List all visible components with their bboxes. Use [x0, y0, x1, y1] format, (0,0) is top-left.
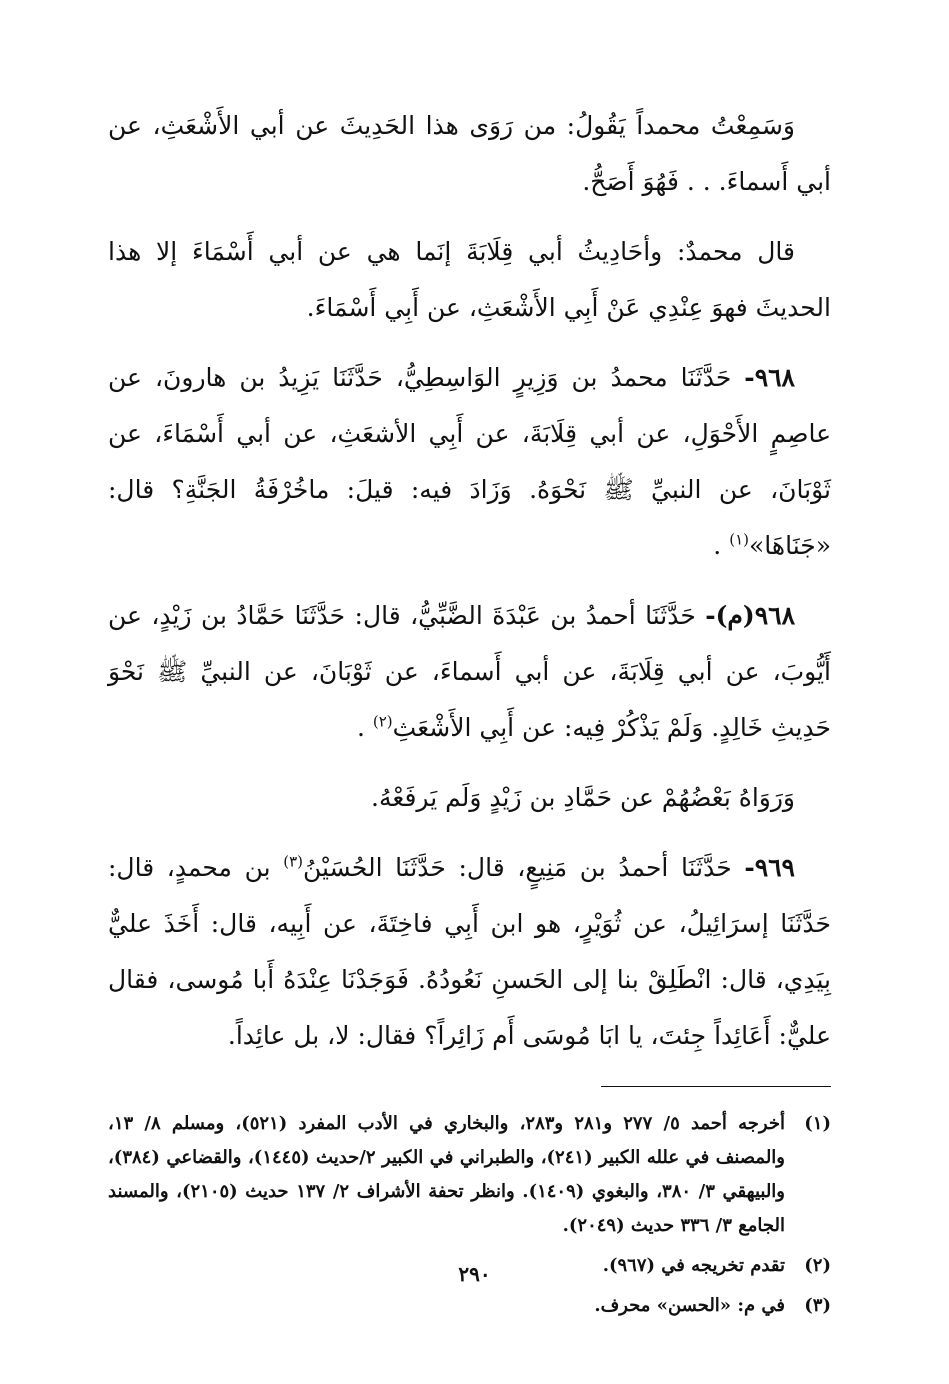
hadith-number: ٩٦٨- [744, 363, 795, 392]
footnote-text: في م: «الحسن» محرف. [594, 1295, 785, 1316]
hadith-text: حَدَّثَنَا محمدُ بن وَزِيرٍ الوَاسِطِيُّ، حَدَّثَنَا يَزِيدُ بن هارونَ، عن عاصِمٍ الأَحْوَلِ، عن أبي قِلَابَةَ، عن أَبِي الأشعَثِ، عن أبي أَسْمَاءَ، عن ثَوْبَانَ، عن النبيِّ ﷺ نَحْوَهُ. وَزَادَ فيه: قيلَ: ماخُرْفَةُ الجَنَّةِ؟ قال: «جَنَاهَا» [108, 363, 831, 560]
paragraph-narration-2 [108, 224, 831, 336]
main-text [108, 98, 831, 1064]
paragraph-text: وَرَوَاهُ بَعْضُهُمْ عن حَمَّادِ بن زَيْدٍ وَلَم يَرفَعْهُ. [371, 783, 795, 812]
hadith-text: حَدَّثَنَا أحمدُ بن عَبْدَةَ الضَّبِّيُّ، قال: حَدَّثَنَا حَمَّادُ بن زَيْدٍ، عن أَيُّوبَ، عن أبي قِلَابَةَ، عن أبي أَسماءَ، عن ثَوْبَانَ، عن النبيِّ ﷺ نَحْوَ حَدِيثِ خَالِدٍ. وَلَمْ يَذْكُرْ فِيه: عن أَبِي الأَشْعَثِ [108, 601, 831, 742]
paragraph-text: قال محمدٌ: وأحَادِيثُ أبي قِلَابَةَ إنَما هي عن أبي أَسْمَاءَ إلا هذا الحديثَ فهوَ عِنْدِي عَنْ أَبِي الأَشْعَثِ، عن أَبِي أَسْمَاءَ. [108, 237, 831, 322]
footnote-divider [601, 1086, 831, 1087]
hadith-969 [108, 840, 831, 1064]
footnote-3 [108, 1289, 831, 1323]
footnote-mark: (٢) [804, 1255, 831, 1276]
footnote-mark: (٣) [804, 1295, 831, 1316]
footnote-1 [108, 1107, 831, 1243]
hadith-968m: ٩٦٨(م)- حَدَّثَنَا أحمدُ بن عَبْدَةَ الضَّبِّيُّ، قال: حَدَّثَنَا حَمَّادُ بن زَيْدٍ، عن أَيُّوبَ، عن أبي قِلَابَةَ، عن أبي أَسماءَ، عن ثَوْبَانَ، عن النبيِّ ﷺ نَحْوَ حَدِيثِ خَالِدٍ. وَلَمْ يَذْكُرْ فِيه: عن أَبِي الأَشْعَثِ$^{(٢)}$ . [108, 601, 831, 742]
paragraph-text: وَسَمِعْتُ محمداً يَقُولُ: من رَوَى هذا الحَدِيثَ عن أبي الأَشْعَثِ، عن أبي أَسماءَ. . . فَهُوَ أَصَحُّ. [108, 111, 831, 196]
hadith-968: ٩٦٨- حَدَّثَنَا محمدُ بن وَزِيرٍ الوَاسِطِيُّ، حَدَّثَنَا يَزِيدُ بن هارونَ، عن عاصِمٍ الأَحْوَلِ، عن أبي قِلَابَةَ، عن أَبِي الأشعَثِ، عن أبي أَسْمَاءَ، عن ثَوْبَانَ، عن النبيِّ ﷺ نَحْوَهُ. وَزَادَ فيه: قيلَ: ماخُرْفَةُ الجَنَّةِ؟ قال: «جَنَاهَا»$^{(١)}$ . [108, 363, 831, 560]
hadith-text-b: بن محمدٍ، قال: حَدَّثَنَا إسرَائِيلُ، عن ثُوَيْرٍ، هو ابن أَبِي فاخِتَةَ، عن أَبِيه، قال: أَخَذَ عليٌّ بِيَدِي، قال: انْطَلِقْ بنا إلى الحَسنِ نَعُودُهُ. فَوَجَدْنَا عِنْدَهُ أَبا مُوسى، فقال عليٌّ: أَعَائِداً جِئتَ، يا ابَا مُوسَى أَم زَائِراً؟ فقال: لا، بل عائِداً. [108, 853, 831, 1050]
footnote-text: تقدم تخريجه في (٩٦٧). [602, 1255, 785, 1276]
hadith-number: ٩٦٩- [744, 853, 795, 882]
footnote-ref-1[interactable]: (١) [729, 530, 749, 549]
footnote-ref-3[interactable]: (٣) [283, 852, 303, 871]
footnotes [108, 1107, 831, 1323]
paragraph-narration-1 [108, 98, 831, 210]
footnote-mark: (١) [804, 1113, 831, 1134]
footnote-text: أخرجه أحمد ٥/ ٢٧٧ و٢٨١ و٢٨٣، والبخاري في الأدب المفرد (٥٢١)، ومسلم ٨/ ١٣، والمصنف في علله الكبير (٢٤١)، والطبراني في الكبير ٢/حديث (١٤٤٥)، والقضاعي (٣٨٤)، والبيهقي ٣/ ٣٨٠، والبغوي (١٤٠٩). وانظر تحفة الأشراف ٢/ ١٣٧ حديث (٢١٠٥)، والمسند الجامع ٣/ ٣٣٦ حديث (٢٠٤٩). [108, 1113, 786, 1236]
paragraph-rawahu [108, 770, 831, 826]
footnote-ref-2[interactable]: (٢) [372, 712, 393, 731]
hadith-text-a: حَدَّثَنَا أحمدُ بن مَنِيعٍ، قال: حَدَّثَنَا الحُسَيْنُ [302, 853, 732, 882]
page-number: ٢٩٠ [458, 1262, 491, 1286]
hadith-number: ٩٦٨(م)- [705, 601, 796, 630]
